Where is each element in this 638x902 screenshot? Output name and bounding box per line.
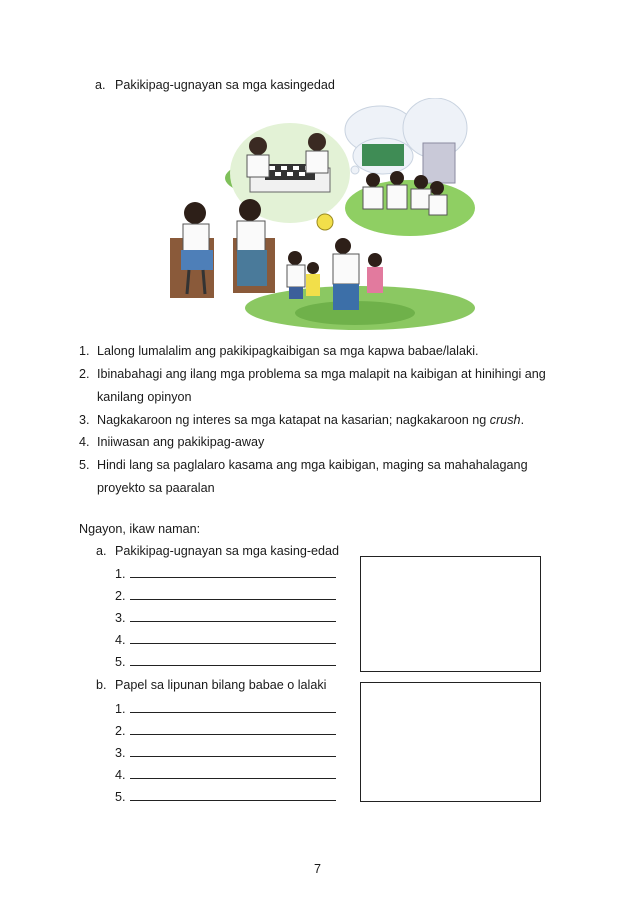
answer-number: 4. — [115, 633, 126, 647]
page-number: 7 — [314, 862, 322, 876]
answer-blank[interactable] — [130, 588, 336, 600]
drawing-box-a[interactable] — [360, 556, 541, 672]
statement-text — [97, 412, 524, 428]
answer-line[interactable] — [115, 767, 336, 783]
answer-number: 3. — [115, 746, 126, 760]
statement-number: 4. — [79, 435, 90, 449]
answer-number: 5. — [115, 655, 126, 669]
intro-marker: a. — [95, 78, 106, 92]
answer-blank[interactable] — [130, 789, 336, 801]
statement-number: 3. — [79, 413, 90, 427]
answer-number: 3. — [115, 611, 126, 625]
statement-text: Lalong lumalalim ang pakikipagkaibigan sa mga kapwa babae/lalaki. — [97, 344, 479, 358]
answer-blank[interactable] — [130, 745, 336, 757]
section-marker: b. — [96, 678, 107, 692]
answer-line[interactable] — [115, 701, 336, 717]
section-title: Pakikipag-ugnayan sa mga kasing-edad — [115, 544, 340, 558]
answer-line[interactable] — [115, 610, 336, 626]
answer-blank[interactable] — [130, 566, 336, 578]
statement-text-part: . — [520, 413, 525, 427]
children-playing-illustration — [165, 98, 475, 330]
section-marker: a. — [96, 544, 107, 558]
statement-number: 1. — [79, 344, 90, 358]
answer-line[interactable] — [115, 745, 336, 761]
answer-number: 1. — [115, 702, 126, 716]
statement-emphasis: crush — [489, 413, 521, 427]
drawing-box-b[interactable] — [360, 682, 541, 802]
statement-text: Iniiwasan ang pakikipag-away — [97, 435, 265, 449]
statement-number: 2. — [79, 367, 90, 381]
statement-text-continued: proyekto sa paaralan — [97, 481, 215, 495]
answer-number: 2. — [115, 589, 126, 603]
statement-text-part: Nagkakaroon ng interes sa mga katapat na kasarian; nagkakaroon ng — [97, 413, 490, 427]
answer-number: 4. — [115, 768, 126, 782]
activity-intro: Ngayon, ikaw naman: — [79, 522, 201, 536]
answer-number: 1. — [115, 567, 126, 581]
answer-blank[interactable] — [130, 632, 336, 644]
statement-text: Hindi lang sa paglalaro kasama ang mga kaibigan, maging sa mahahalagang — [97, 458, 528, 472]
section-title: Papel sa lipunan bilang babae o lalaki — [115, 678, 327, 692]
answer-line[interactable] — [115, 654, 336, 670]
answer-line[interactable] — [115, 588, 336, 604]
answer-number: 2. — [115, 724, 126, 738]
intro-heading: Pakikipag-ugnayan sa mga kasingedad — [115, 78, 335, 92]
answer-line[interactable] — [115, 566, 336, 582]
answer-blank[interactable] — [130, 723, 336, 735]
answer-number: 5. — [115, 790, 126, 804]
answer-line[interactable] — [115, 723, 336, 739]
answer-line[interactable] — [115, 632, 336, 648]
answer-blank[interactable] — [130, 610, 336, 622]
answer-blank[interactable] — [130, 654, 336, 666]
statement-number: 5. — [79, 458, 90, 472]
answer-blank[interactable] — [130, 767, 336, 779]
statement-text-continued: kanilang opinyon — [97, 390, 192, 404]
answer-line[interactable] — [115, 789, 336, 805]
statement-text: Ibinabahagi ang ilang mga problema sa mga malapit na kaibigan at hinihingi ang — [97, 367, 546, 381]
answer-blank[interactable] — [130, 701, 336, 713]
